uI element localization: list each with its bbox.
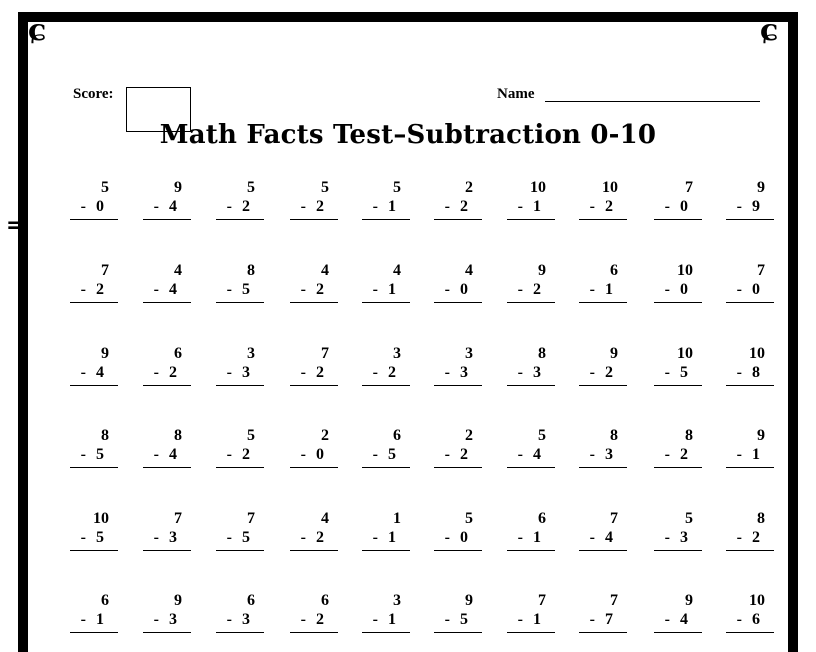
minus-sign: - <box>517 198 523 215</box>
subtrahend-line[interactable] <box>507 280 555 303</box>
subtrahend: 2 <box>605 364 613 381</box>
subtrahend: 3 <box>242 364 250 381</box>
subtrahend-line[interactable] <box>70 197 118 220</box>
subtrahend: 1 <box>388 611 396 628</box>
problem-r4-c7 <box>507 426 555 468</box>
minuend: 8 <box>101 427 109 444</box>
problem-r1-c5 <box>362 178 410 220</box>
problem-r3-c1 <box>70 344 118 386</box>
minuend: 6 <box>174 345 182 362</box>
problem-r6-c5 <box>362 591 410 633</box>
minus-sign: - <box>664 529 670 546</box>
subtrahend-line[interactable] <box>507 363 555 386</box>
minus-sign: - <box>517 364 523 381</box>
minuend: 9 <box>757 179 765 196</box>
subtrahend: 5 <box>388 446 396 463</box>
minuend: 10 <box>677 345 693 362</box>
minuend: 10 <box>93 510 109 527</box>
minuend: 4 <box>321 262 329 279</box>
problem-r1-c2 <box>143 178 191 220</box>
minus-sign: - <box>664 446 670 463</box>
subtrahend: 0 <box>316 446 324 463</box>
minuend: 9 <box>757 427 765 444</box>
subtrahend-line[interactable] <box>70 445 118 468</box>
problem-r2-c6 <box>434 261 482 303</box>
subtrahend: 4 <box>169 446 177 463</box>
minus-sign: - <box>153 446 159 463</box>
subtrahend-line[interactable] <box>216 197 264 220</box>
minuend: 9 <box>538 262 546 279</box>
minus-sign: - <box>153 281 159 298</box>
problem-r1-c6 <box>434 178 482 220</box>
subtrahend: 6 <box>752 611 760 628</box>
subtrahend-line[interactable] <box>70 363 118 386</box>
minuend: 5 <box>101 179 109 196</box>
minus-sign: - <box>80 281 86 298</box>
minuend: 5 <box>538 427 546 444</box>
minuend: 1 <box>393 510 401 527</box>
minuend: 3 <box>393 592 401 609</box>
problem-r2-c10 <box>726 261 774 303</box>
problem-r5-c7 <box>507 509 555 551</box>
minuend: 3 <box>393 345 401 362</box>
subtrahend-line[interactable] <box>579 363 627 386</box>
subtrahend-line[interactable] <box>654 445 702 468</box>
problem-r4-c4 <box>290 426 338 468</box>
subtrahend-line[interactable] <box>70 280 118 303</box>
subtrahend: 5 <box>460 611 468 628</box>
minus-sign: - <box>589 529 595 546</box>
minus-sign: - <box>736 446 742 463</box>
subtrahend-line[interactable] <box>216 528 264 551</box>
subtrahend: 2 <box>460 446 468 463</box>
page-title: Math Facts Test–Subtraction 0-10 <box>159 120 657 150</box>
subtrahend-line[interactable] <box>216 363 264 386</box>
minus-sign: - <box>153 611 159 628</box>
subtrahend-line[interactable] <box>70 528 118 551</box>
subtrahend: 1 <box>533 529 541 546</box>
problem-r2-c4 <box>290 261 338 303</box>
subtrahend-line[interactable] <box>362 528 410 551</box>
subtrahend-line[interactable] <box>726 445 774 468</box>
problem-r1-c7 <box>507 178 555 220</box>
subtrahend: 3 <box>680 529 688 546</box>
subtrahend-line[interactable] <box>290 197 338 220</box>
problem-r2-c1 <box>70 261 118 303</box>
problem-r5-c3 <box>216 509 264 551</box>
problem-r5-c2 <box>143 509 191 551</box>
problem-r6-c2 <box>143 591 191 633</box>
subtrahend-line[interactable] <box>290 363 338 386</box>
subtrahend: 1 <box>752 446 760 463</box>
problem-r4-c1 <box>70 426 118 468</box>
problem-r4-c6 <box>434 426 482 468</box>
minuend: 7 <box>538 592 546 609</box>
minuend: 7 <box>757 262 765 279</box>
minuend: 9 <box>174 592 182 609</box>
problem-r4-c5 <box>362 426 410 468</box>
problem-r3-c4 <box>290 344 338 386</box>
subtrahend-line[interactable] <box>654 280 702 303</box>
name-label: Name <box>497 86 535 102</box>
subtrahend-line[interactable] <box>216 280 264 303</box>
minus-sign: - <box>736 364 742 381</box>
subtrahend-line[interactable] <box>726 197 774 220</box>
subtrahend: 2 <box>316 611 324 628</box>
problem-r4-c10 <box>726 426 774 468</box>
minus-sign: - <box>300 611 306 628</box>
problem-r5-c8 <box>579 509 627 551</box>
subtrahend: 0 <box>752 281 760 298</box>
subtrahend-line[interactable] <box>579 528 627 551</box>
problem-r2-c2 <box>143 261 191 303</box>
problem-r5-c1 <box>70 509 118 551</box>
minus-sign: - <box>589 446 595 463</box>
problem-r5-c5 <box>362 509 410 551</box>
subtrahend: 5 <box>96 446 104 463</box>
minuend: 6 <box>321 592 329 609</box>
minus-sign: - <box>300 529 306 546</box>
problem-r3-c2 <box>143 344 191 386</box>
subtrahend: 2 <box>605 198 613 215</box>
minuend: 9 <box>610 345 618 362</box>
subtrahend: 3 <box>533 364 541 381</box>
subtrahend: 0 <box>96 198 104 215</box>
minuend: 5 <box>393 179 401 196</box>
minuend: 8 <box>757 510 765 527</box>
subtrahend-line[interactable] <box>507 197 555 220</box>
minus-sign: - <box>664 611 670 628</box>
problem-r1-c10 <box>726 178 774 220</box>
minuend: 8 <box>247 262 255 279</box>
problem-r3-c6 <box>434 344 482 386</box>
minus-sign: - <box>517 446 523 463</box>
minus-sign: - <box>300 364 306 381</box>
subtrahend-line[interactable] <box>290 280 338 303</box>
minuend: 7 <box>247 510 255 527</box>
subtrahend: 2 <box>388 364 396 381</box>
problem-r3-c7 <box>507 344 555 386</box>
subtrahend: 4 <box>96 364 104 381</box>
minuend: 9 <box>174 179 182 196</box>
minuend: 8 <box>174 427 182 444</box>
minuend: 2 <box>321 427 329 444</box>
minuend: 10 <box>749 592 765 609</box>
minuend: 6 <box>101 592 109 609</box>
minuend: 2 <box>465 427 473 444</box>
subtrahend-line[interactable] <box>654 528 702 551</box>
subtrahend-line[interactable] <box>579 197 627 220</box>
problem-r6-c4 <box>290 591 338 633</box>
subtrahend-line[interactable] <box>362 197 410 220</box>
problem-r3-c8 <box>579 344 627 386</box>
minus-sign: - <box>80 364 86 381</box>
subtrahend: 3 <box>242 611 250 628</box>
minuend: 4 <box>321 510 329 527</box>
minuend: 5 <box>321 179 329 196</box>
minuend: 6 <box>538 510 546 527</box>
subtrahend: 5 <box>242 281 250 298</box>
minuend: 2 <box>465 179 473 196</box>
subtrahend: 1 <box>96 611 104 628</box>
subtrahend: 1 <box>533 611 541 628</box>
subtrahend: 5 <box>96 529 104 546</box>
problem-r3-c9 <box>654 344 702 386</box>
subtrahend: 4 <box>680 611 688 628</box>
problem-r5-c9 <box>654 509 702 551</box>
minus-sign: - <box>372 364 378 381</box>
subtrahend-line[interactable] <box>726 280 774 303</box>
subtrahend: 2 <box>169 364 177 381</box>
subtrahend: 4 <box>169 281 177 298</box>
subtrahend-line[interactable] <box>362 363 410 386</box>
problem-r6-c9 <box>654 591 702 633</box>
subtrahend-line[interactable] <box>434 528 482 551</box>
minuend: 5 <box>247 179 255 196</box>
minuend: 10 <box>530 179 546 196</box>
minuend: 7 <box>321 345 329 362</box>
problem-r2-c7 <box>507 261 555 303</box>
problem-r2-c3 <box>216 261 264 303</box>
minus-sign: - <box>589 611 595 628</box>
minus-sign: - <box>444 198 450 215</box>
minus-sign: - <box>372 611 378 628</box>
problem-r1-c4 <box>290 178 338 220</box>
subtrahend: 2 <box>316 364 324 381</box>
minus-sign: - <box>372 529 378 546</box>
subtrahend: 0 <box>680 281 688 298</box>
subtrahend: 3 <box>169 611 177 628</box>
subtrahend-line[interactable] <box>143 445 191 468</box>
subtrahend-line[interactable] <box>579 280 627 303</box>
minuend: 5 <box>465 510 473 527</box>
minus-sign: - <box>517 611 523 628</box>
minuend: 7 <box>610 592 618 609</box>
subtrahend-line[interactable] <box>290 528 338 551</box>
minuend: 8 <box>610 427 618 444</box>
problem-r6-c1 <box>70 591 118 633</box>
minus-sign: - <box>226 281 232 298</box>
problem-r6-c10 <box>726 591 774 633</box>
subtrahend: 3 <box>169 529 177 546</box>
minus-sign: - <box>153 529 159 546</box>
subtrahend-line[interactable] <box>507 445 555 468</box>
problem-r3-c3 <box>216 344 264 386</box>
minuend: 10 <box>677 262 693 279</box>
subtrahend-line[interactable] <box>654 197 702 220</box>
subtrahend: 0 <box>460 529 468 546</box>
subtrahend: 2 <box>316 529 324 546</box>
subtrahend: 3 <box>460 364 468 381</box>
subtrahend: 9 <box>752 198 760 215</box>
minus-sign: - <box>444 529 450 546</box>
subtrahend: 1 <box>605 281 613 298</box>
minuend: 7 <box>685 179 693 196</box>
minuend: 3 <box>465 345 473 362</box>
minuend: 7 <box>101 262 109 279</box>
subtrahend: 2 <box>316 281 324 298</box>
minuend: 4 <box>465 262 473 279</box>
minuend: 6 <box>393 427 401 444</box>
subtrahend-line[interactable] <box>434 363 482 386</box>
subtrahend: 5 <box>242 529 250 546</box>
subtrahend: 1 <box>533 198 541 215</box>
minus-sign: - <box>589 364 595 381</box>
minus-sign: - <box>226 198 232 215</box>
minus-sign: - <box>736 529 742 546</box>
subtrahend: 1 <box>388 198 396 215</box>
subtrahend: 2 <box>242 446 250 463</box>
minus-sign: - <box>664 364 670 381</box>
side-mark-icon: = <box>6 213 25 238</box>
subtrahend: 2 <box>316 198 324 215</box>
problem-r3-c5 <box>362 344 410 386</box>
minus-sign: - <box>589 198 595 215</box>
subtrahend-line[interactable] <box>143 528 191 551</box>
minus-sign: - <box>80 529 86 546</box>
minuend: 9 <box>101 345 109 362</box>
problem-r5-c6 <box>434 509 482 551</box>
minuend: 8 <box>685 427 693 444</box>
problem-r6-c7 <box>507 591 555 633</box>
subtrahend: 2 <box>533 281 541 298</box>
problem-r4-c2 <box>143 426 191 468</box>
minuend: 5 <box>685 510 693 527</box>
minus-sign: - <box>664 281 670 298</box>
problem-r1-c9 <box>654 178 702 220</box>
problem-r6-c6 <box>434 591 482 633</box>
problem-r4-c9 <box>654 426 702 468</box>
minus-sign: - <box>517 529 523 546</box>
minus-sign: - <box>444 281 450 298</box>
minus-sign: - <box>372 446 378 463</box>
minuend: 10 <box>749 345 765 362</box>
subtrahend-line[interactable] <box>143 280 191 303</box>
minus-sign: - <box>226 529 232 546</box>
subtrahend: 1 <box>388 529 396 546</box>
minus-sign: - <box>444 446 450 463</box>
minus-sign: - <box>80 446 86 463</box>
subtrahend-line[interactable] <box>216 445 264 468</box>
minus-sign: - <box>589 281 595 298</box>
minus-sign: - <box>226 364 232 381</box>
minus-sign: - <box>372 198 378 215</box>
minus-sign: - <box>226 446 232 463</box>
subtrahend-line[interactable] <box>654 363 702 386</box>
minuend: 4 <box>174 262 182 279</box>
subtrahend: 2 <box>96 281 104 298</box>
minus-sign: - <box>300 281 306 298</box>
problem-r5-c10 <box>726 509 774 551</box>
minus-sign: - <box>153 364 159 381</box>
minus-sign: - <box>300 198 306 215</box>
subtrahend-line[interactable] <box>579 445 627 468</box>
minus-sign: - <box>664 198 670 215</box>
minus-sign: - <box>736 198 742 215</box>
problem-r2-c5 <box>362 261 410 303</box>
minus-sign: - <box>517 281 523 298</box>
minuend: 6 <box>247 592 255 609</box>
problem-r2-c8 <box>579 261 627 303</box>
subtrahend-line[interactable] <box>290 445 338 468</box>
minus-sign: - <box>80 611 86 628</box>
subtrahend: 2 <box>460 198 468 215</box>
subtrahend: 2 <box>242 198 250 215</box>
subtrahend: 2 <box>680 446 688 463</box>
corner-swirl-left-icon: ɕ <box>28 13 47 48</box>
subtrahend-line[interactable] <box>362 280 410 303</box>
subtrahend-line[interactable] <box>726 363 774 386</box>
subtrahend: 5 <box>680 364 688 381</box>
name-field[interactable] <box>545 101 760 102</box>
subtrahend: 4 <box>533 446 541 463</box>
minuend: 9 <box>465 592 473 609</box>
problem-r1-c3 <box>216 178 264 220</box>
minus-sign: - <box>80 198 86 215</box>
minuend: 8 <box>538 345 546 362</box>
subtrahend: 3 <box>605 446 613 463</box>
subtrahend: 7 <box>605 611 613 628</box>
corner-swirl-right-icon: ɕ <box>760 13 779 48</box>
subtrahend: 0 <box>680 198 688 215</box>
subtrahend: 0 <box>460 281 468 298</box>
problem-r6-c3 <box>216 591 264 633</box>
problem-r2-c9 <box>654 261 702 303</box>
minus-sign: - <box>444 611 450 628</box>
minus-sign: - <box>226 611 232 628</box>
subtrahend-line[interactable] <box>362 445 410 468</box>
subtrahend: 4 <box>169 198 177 215</box>
problem-r4-c8 <box>579 426 627 468</box>
subtrahend-line[interactable] <box>143 363 191 386</box>
minuend: 5 <box>247 427 255 444</box>
minus-sign: - <box>444 364 450 381</box>
minuend: 7 <box>610 510 618 527</box>
minuend: 10 <box>602 179 618 196</box>
subtrahend: 1 <box>388 281 396 298</box>
minus-sign: - <box>372 281 378 298</box>
subtrahend-line[interactable] <box>507 528 555 551</box>
minus-sign: - <box>736 281 742 298</box>
problem-r3-c10 <box>726 344 774 386</box>
problem-r4-c3 <box>216 426 264 468</box>
subtrahend-line[interactable] <box>434 445 482 468</box>
problem-r6-c8 <box>579 591 627 633</box>
subtrahend: 2 <box>752 529 760 546</box>
problem-r5-c4 <box>290 509 338 551</box>
subtrahend-line[interactable] <box>434 197 482 220</box>
subtrahend: 8 <box>752 364 760 381</box>
minus-sign: - <box>300 446 306 463</box>
subtrahend-line[interactable] <box>726 528 774 551</box>
subtrahend: 4 <box>605 529 613 546</box>
minus-sign: - <box>153 198 159 215</box>
subtrahend-line[interactable] <box>434 280 482 303</box>
subtrahend-line[interactable] <box>143 197 191 220</box>
score-label: Score: <box>73 86 114 102</box>
minuend: 3 <box>247 345 255 362</box>
minuend: 7 <box>174 510 182 527</box>
minus-sign: - <box>736 611 742 628</box>
minuend: 6 <box>610 262 618 279</box>
problem-r1-c8 <box>579 178 627 220</box>
minuend: 9 <box>685 592 693 609</box>
problem-r1-c1 <box>70 178 118 220</box>
minuend: 4 <box>393 262 401 279</box>
